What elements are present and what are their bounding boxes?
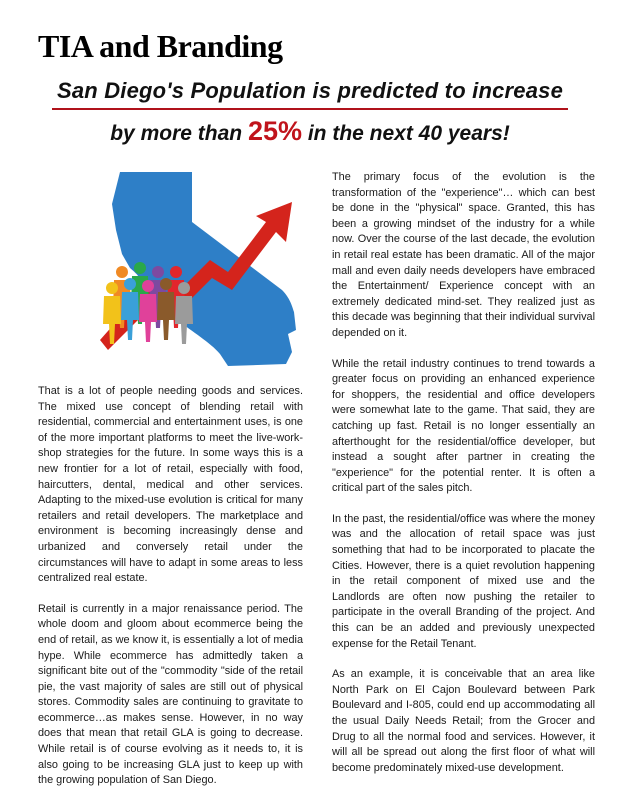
headline-line-2-pre: by more than	[110, 122, 243, 145]
paragraph: That is a lot of people needing goods and services. The mixed use concept of blending retail with residential, commercial and entertainment uses, is one of the more important platforms to meet the live-work-shop strategies for the future. In some ways this is a new frontier for a lot of retail, especially with food, haircutters, dental, medical and other services. Adapting to the mixed-use evolution is critical for many retailers and retail developers. The marketplace and environment is becoming increasingly dense and urbanized and conversely retail under the circumstances will have to adapt in some areas to less centralized real estate.	[38, 385, 303, 585]
headline-line-2-post: in the next 40 years!	[307, 122, 510, 145]
left-column	[38, 384, 303, 804]
paragraph: As an example, it is conceivable that an area like North Park on El Cajon Boulevard between Park Boulevard and I-805, could end up accommodating all the usual Daily Needs Retail; from the Grocer and Drug to all the normal food and services. However, it will all be spread out along the first floor of what will become predominately mixed-use development.	[332, 668, 595, 774]
page-title: TIA and Branding	[38, 28, 283, 64]
headline-underline	[52, 108, 568, 110]
headline-line-1	[0, 78, 620, 104]
right-column	[332, 170, 595, 791]
paragraph: The primary focus of the evolution is the transformation of the "experience"… which can best be done in the "physical" space. Granted, this has been a growing mindset of the industry for a while now. Over the course of the last decade, the evolution in retail real estate has been dramatic. All of the major mall and even daily needs developers have embraced the Entertainment/ Experience concept with an extremely dedicated mind-set. They realized just as this decade was beginning that their individual survival depended on it.	[332, 171, 595, 339]
paragraph: Retail is currently in a major renaissance period. The whole doom and gloom about ecommerce being the end of retail, as we know it, is essentially a lot of media hype. While ecommerce has admittedly taken a significant bite out of the "commodity "side of the retail pie, the vast majority of sales are still out of physical stores. Commodity sales are continuing to gravitate to ecommerce…as makes sense. However, in no way does that mean that retail GLA is going to decrease. While retail is of course evolving as it needs to, it is also going to be increasing GLA just to keep up with the growing population of San Diego.	[38, 602, 303, 787]
paragraph: While the retail industry continues to trend towards a greater focus on providing an enhanced experience for shoppers, the residential and office developers were somewhat late to the game. That said, they are catching up fast. Retail is no longer essentially an afterthought for the residential/office developer, but instead a sought after partner in creating the "experience" for the potential renter. It is often a critical part of the sales pitch.	[332, 357, 595, 495]
california-growth-graphic	[60, 160, 315, 375]
paragraph: In the past, the residential/office was where the money was and the allocation of retail space was just something that had to be incorporated to placate the Cities. However, there is a quiet revolution happening in the retail component of mixed use and the Landlords are often now pushing the retailer to participate in the overall Branding of the project. And this can be an added and previously unexpected expense for the Retail Tenant.	[332, 512, 595, 650]
headline-highlight-percent: 25%	[247, 116, 302, 146]
headline-line-1-text: San Diego's Population is predicted to increase	[56, 78, 564, 103]
headline-line-2	[0, 116, 620, 149]
